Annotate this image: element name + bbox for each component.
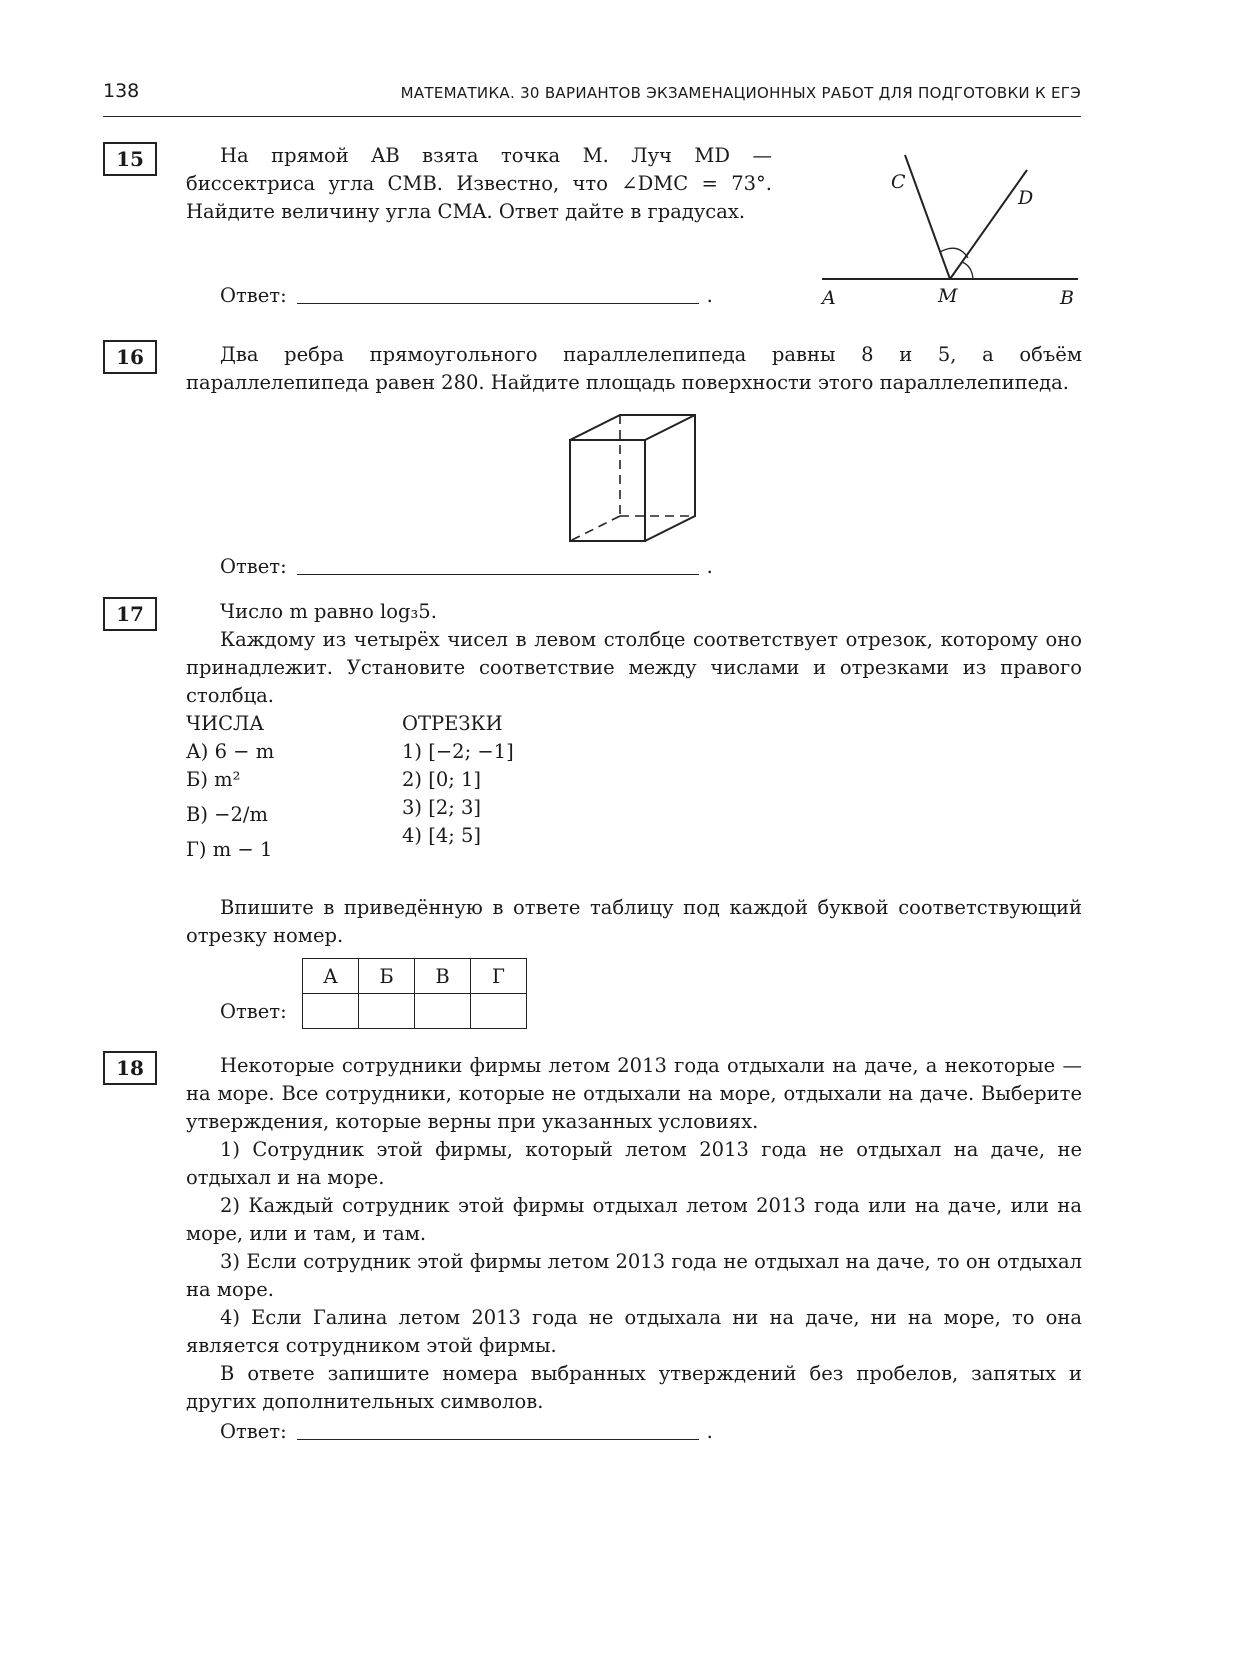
right-item: 1) [−2; −1]	[402, 740, 514, 763]
answer-line[interactable]	[297, 574, 699, 575]
answer-cell[interactable]	[359, 994, 415, 1029]
table-header: Б	[359, 959, 415, 994]
label-m: M	[938, 285, 958, 307]
page-number: 138	[103, 80, 140, 102]
statement: 2) Каждый сотрудник этой фирмы отдыхал летом 2013 года или на даче, или на море, или и там, и там.	[186, 1194, 1082, 1245]
right-item: 4) [4; 5]	[402, 824, 482, 847]
problem-17-instruction	[186, 894, 1082, 950]
problem-17-paragraph: Каждому из четырёх чисел в левом столбце соответствует отрезок, которому оно принадлежит. Установите соответствие между числами и отрезками из правого столбца.	[186, 628, 1082, 707]
statement: 3) Если сотрудник этой фирмы летом 2013 года не отдыхал на даче, то он отдыхал на море.	[186, 1250, 1082, 1301]
problem-number-17: 17	[103, 597, 157, 631]
right-item: 3) [2; 3]	[402, 796, 482, 819]
left-item: А) 6 − m	[186, 740, 275, 763]
answer-dot: .	[706, 284, 713, 307]
problem-number-15: 15	[103, 142, 157, 176]
problem-number-18: 18	[103, 1051, 157, 1085]
answer-label: Ответ:	[220, 1420, 287, 1443]
table-header: А	[303, 959, 359, 994]
answer-line[interactable]	[297, 1439, 699, 1440]
answer-cell[interactable]	[415, 994, 471, 1029]
parallelepiped-figure	[570, 415, 695, 541]
answer-16	[220, 553, 713, 581]
table-header: Г	[471, 959, 527, 994]
answer-cell[interactable]	[471, 994, 527, 1029]
problem-17-line1: Число m равно log₃5.	[220, 600, 437, 623]
statement: 4) Если Галина летом 2013 года не отдыхала ни на даче, ни на море, то она является сотрудником этой фирмы.	[186, 1306, 1082, 1357]
intro-paragraph: Некоторые сотрудники фирмы летом 2013 года отдыхали на даче, а некоторые — на море. Все сотрудники, которые не отдыхали на море, отдыхали на даче. Выберите утверждения, которые верны при указанных условиях.	[186, 1054, 1082, 1133]
left-item: Г) m − 1	[186, 838, 273, 861]
label-a: A	[822, 287, 836, 309]
problem-18-text	[186, 1052, 1082, 1416]
answer-cell[interactable]	[303, 994, 359, 1029]
answer-label: Ответ:	[220, 284, 287, 307]
label-b: B	[1060, 287, 1074, 309]
answer-table	[302, 958, 527, 1029]
problem-16-text	[186, 341, 1082, 397]
statement: 1) Сотрудник этой фирмы, который летом 2013 года не отдыхал на даче, не отдыхал и на море.	[186, 1138, 1082, 1189]
answer-dot: .	[706, 555, 713, 578]
left-header: ЧИСЛА	[186, 712, 265, 735]
outro-paragraph: В ответе запишите номера выбранных утверждений без пробелов, запятых и других дополнительных символов.	[186, 1362, 1082, 1413]
answer-dot: .	[706, 1420, 713, 1443]
left-column	[186, 710, 274, 864]
right-header: ОТРЕЗКИ	[402, 712, 503, 735]
left-item: Б) m²	[186, 768, 241, 791]
running-header: МАТЕМАТИКА. 30 ВАРИАНТОВ ЭКЗАМЕНАЦИОННЫХ РАБОТ ДЛЯ ПОДГОТОВКИ К ЕГЭ	[400, 84, 1081, 102]
right-item: 2) [0; 1]	[402, 768, 482, 791]
instruction-paragraph: Впишите в приведённую в ответе таблицу под каждой буквой соответствующий отрезку номер.	[186, 896, 1082, 947]
problem-17-text	[186, 598, 1082, 710]
table-header: В	[415, 959, 471, 994]
angle-figure	[822, 155, 1078, 279]
answer-label: Ответ:	[220, 1000, 287, 1023]
left-item: В) −2/m	[186, 803, 268, 826]
problem-16-paragraph: Два ребра прямоугольного параллелепипеда равны 8 и 5, а объём параллелепипеда равен 280. Найдите площадь поверхности этого параллелепипеда.	[186, 343, 1082, 394]
label-c: C	[891, 171, 906, 193]
answer-label: Ответ:	[220, 555, 287, 578]
answer-18	[220, 1418, 713, 1446]
label-d: D	[1018, 187, 1034, 209]
problem-number-16: 16	[103, 340, 157, 374]
problem-15-paragraph: На прямой AB взята точка M. Луч MD — биссектриса угла CMB. Известно, что ∠DMC = 73°. Найдите величину угла CMA. Ответ дайте в градусах.	[186, 144, 772, 223]
right-column	[402, 710, 514, 850]
